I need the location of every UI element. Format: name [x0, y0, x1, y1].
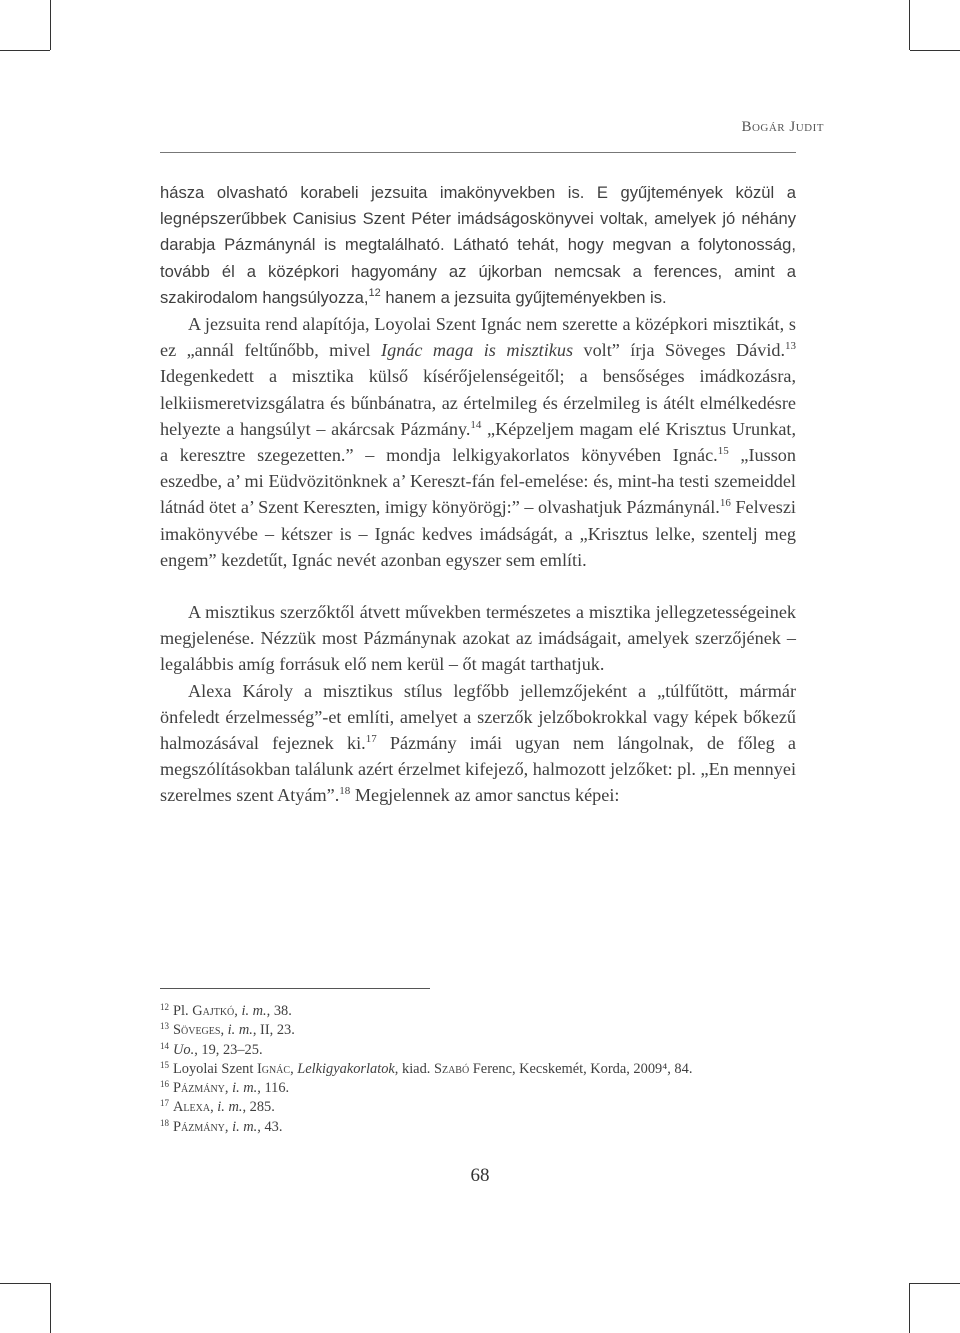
crop-mark	[50, 1283, 51, 1333]
footnote-author: Gajtkó	[192, 1003, 235, 1019]
footnote	[160, 1002, 820, 1021]
body-text	[160, 180, 796, 809]
footnote-text: Pl.	[173, 1003, 193, 1019]
footnote	[160, 1060, 820, 1079]
footnote-text: , 38.	[266, 1003, 292, 1019]
footnote-number: 14	[160, 1040, 169, 1051]
footnote-ref: 14	[470, 418, 482, 431]
footnote-author: Ignác	[256, 1060, 291, 1077]
text-run: Pázmány imái ugyan nem lángolnak, de főleg a megszólításokban találunk azért érzelmet kifejező, halmozott jelzőket: pl. „En mennyei szerelmes szent Atyám”.	[160, 733, 796, 806]
crop-mark	[909, 0, 910, 50]
footnote-ref: 12	[368, 286, 381, 299]
paragraph	[160, 180, 796, 311]
footnote-number: 12	[160, 1002, 169, 1012]
footnote-number: 16	[160, 1079, 169, 1090]
footnote-italic: i. m.	[217, 1099, 243, 1116]
crop-mark	[910, 1283, 960, 1284]
footnote-author: Alexa	[173, 1099, 211, 1116]
footnote-author: Pázmány	[173, 1080, 225, 1097]
footnote	[160, 1079, 820, 1098]
crop-mark	[50, 0, 51, 50]
crop-mark	[0, 1283, 50, 1284]
page-number: 68	[470, 1165, 490, 1186]
footnote-text: , 116.	[257, 1080, 290, 1097]
paragraph	[160, 599, 796, 678]
footnote	[160, 1118, 820, 1137]
footnote-italic: i. m.	[227, 1022, 253, 1039]
text-run: „Iusson eszedbe, a’ mi Eüdvözitönknek a’ Kereszt-fán fel-emelése: és, mint-ha testi szemeiddel látnád ötet a’ Szent Kereszten, imigy könyörögj:” – olvashatjuk Pázmánynál.	[160, 445, 796, 518]
footnote-author: Söveges	[173, 1022, 221, 1039]
text-run: hásza olvasható korabeli jezsuita imakönyvekben is. E gyűjtemények közül a legnépszerűbbek Canisius Szent Péter imádságoskönyvei voltak, amelyek jó néhány darabja Pázmánynál is megtalálható. Látható tehát, hogy megvan a folytonosság, tovább él a középkori hagyomány az újkorban nemcsak a ferences, amint a szakirodalom hangsúlyozza,	[160, 183, 796, 307]
footnote-text: , kiad.	[394, 1060, 434, 1077]
footnote-rule	[160, 988, 430, 989]
footnote-number: 17	[160, 1098, 169, 1109]
footnote-ref: 17	[365, 733, 377, 746]
text-run-italic: Ignác maga is misztikus	[381, 340, 574, 361]
footnote	[160, 1021, 820, 1040]
footnote-ref: 18	[339, 785, 351, 798]
footnote-text: , 43.	[257, 1118, 283, 1135]
text-run: volt” írja Söveges Dávid.	[573, 340, 786, 361]
crop-mark	[909, 1283, 910, 1333]
text-run: A jezsuita rend alapítója, Loyolai Szent Ignác nem szerette a középkori misztikát, s ez „annál feltűnőbb, mivel	[160, 314, 796, 361]
footnote-number: 13	[160, 1021, 169, 1032]
footnote-text: ,	[224, 1118, 233, 1135]
footnote-ref: 15	[717, 445, 729, 458]
text-run: hanem a jezsuita gyűjteményekben is.	[380, 287, 667, 307]
footnote-italic: i. m.	[232, 1080, 258, 1097]
footnote	[160, 1041, 820, 1060]
text-run: A misztikus szerzőktől átvett művekben természetes a misztika jellegzetességeinek megjelenése. Nézzük most Pázmánynak azokat az imádságait, amelyek szerzőjének – legalábbis amíg forrásuk elő nem kerül – őt magát tarthatjuk.	[160, 602, 796, 675]
running-header: Bogár Judit	[741, 119, 824, 135]
footnote-text: ,	[224, 1080, 233, 1097]
text-run: Alexa Károly a misztikus stílus legfőbb jellemzőjeként a „túlfűtött, mármár önfeledt érzelmesség”-et említi, amelyet a szerzők jelzőbokrokkal vagy képek bőkezű halmozásával fejeznek ki.	[160, 680, 796, 754]
header-rule	[160, 152, 796, 153]
footnote-ref: 16	[719, 497, 731, 510]
footnote-text: , 285.	[242, 1099, 275, 1116]
footnote-italic: i. m.	[241, 1003, 267, 1019]
text-run: Idegenkedett a misztika külső kísérőjelenségeitől; a bensőséges imádkozásra, lelkiismeretvizsgálatra és bűnbánatra, az értelmileg és érzelmileg is átélt elmélkedésre helyezte a hangsúlyt – akárcsak Pázmány.	[160, 366, 796, 439]
footnote-text: ,	[220, 1022, 228, 1039]
footnote-text: Ferenc, Kecskemét, Korda, 2009⁴, 84.	[469, 1060, 693, 1077]
paragraph	[160, 311, 796, 573]
footnote-text: , II, 23.	[252, 1022, 295, 1039]
crop-mark	[0, 50, 50, 51]
footnote-number: 18	[160, 1117, 169, 1128]
footnote-author: Szabó	[433, 1060, 470, 1077]
text-run: Felveszi imakönyvébe – kétszer is – Ignác kedves imádságát, a „Krisztus lelke, szentelj meg engem” kezdetűt, Ignác nevét azonban egyszer sem említi.	[160, 497, 796, 570]
footnote-number: 15	[160, 1059, 169, 1070]
footnote-text: Loyolai Szent	[173, 1060, 257, 1077]
footnote-italic: Uo.	[173, 1041, 195, 1058]
text-run: Megjelennek az amor sanctus képei:	[350, 785, 620, 806]
footnote-text: , 19, 23–25.	[194, 1041, 263, 1058]
footnote-text: ,	[290, 1060, 298, 1077]
text-run: „Képzeljem magam elé Krisztus Urunkat, a keresztre szegezetten.” – mondja lelkigyakorlatos könyvében Ignác.	[160, 418, 796, 466]
footnote-italic: i. m.	[232, 1118, 258, 1135]
crop-mark	[910, 50, 960, 51]
footnote	[160, 1098, 820, 1117]
footnote-text: ,	[234, 1003, 242, 1019]
paragraph	[160, 678, 796, 809]
footnotes	[160, 1002, 820, 1137]
footnote-text: ,	[210, 1099, 218, 1116]
footnote-italic: Lelkigyakorlatok	[297, 1060, 395, 1077]
footnote-ref: 13	[785, 340, 797, 353]
footnote-author: Pázmány	[173, 1118, 225, 1135]
